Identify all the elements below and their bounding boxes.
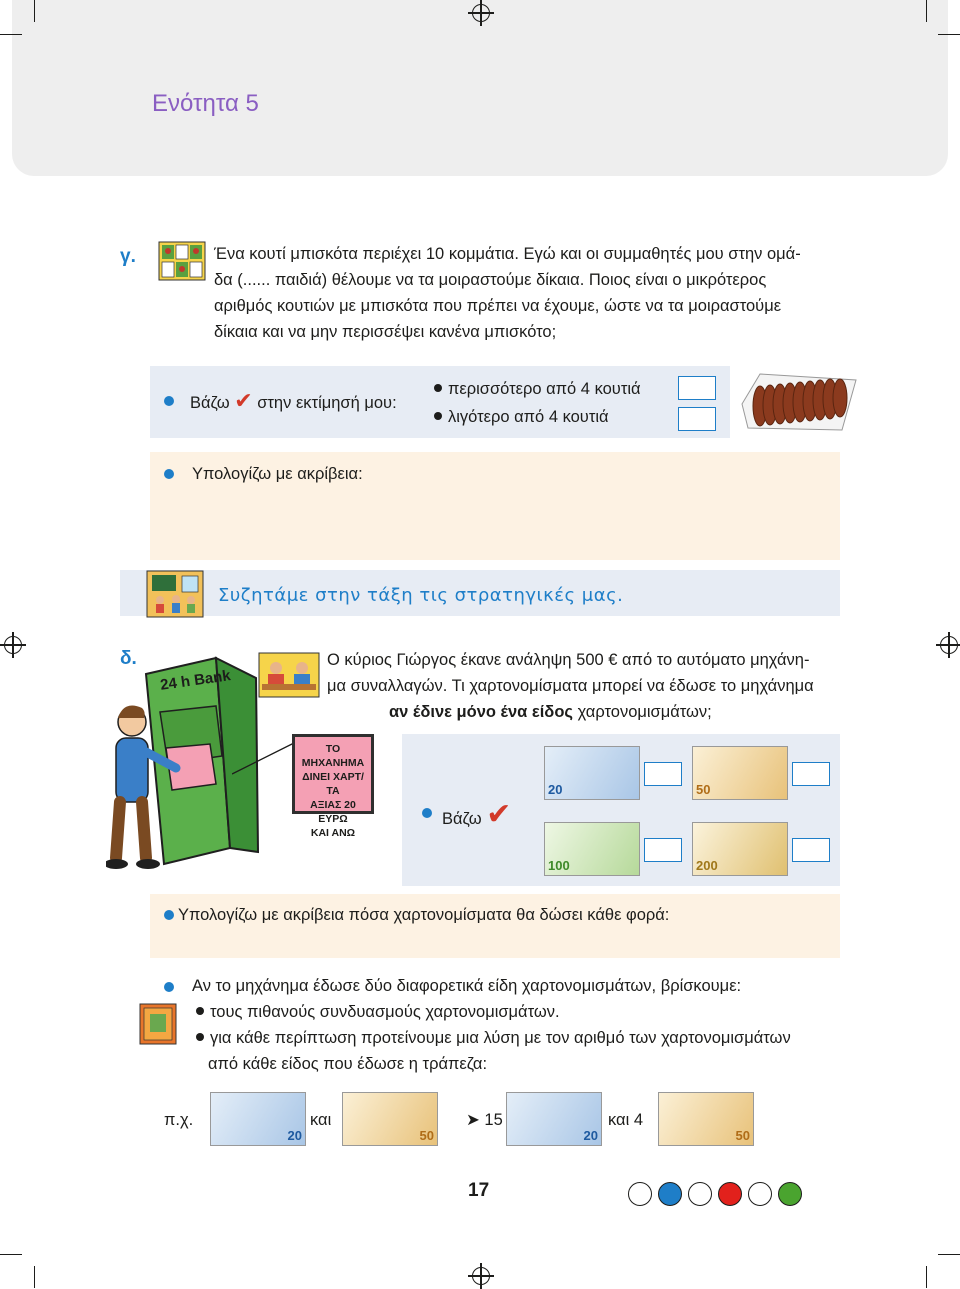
problem-emphasis: αν έδινε μόνο ένα είδος xyxy=(389,703,573,721)
atm-note xyxy=(292,734,374,839)
level-circle xyxy=(748,1182,772,1206)
level-circle xyxy=(718,1182,742,1206)
check-mark-icon: ✔ xyxy=(486,798,512,831)
bill-value: 100 xyxy=(548,858,570,873)
checkbox-bill-50[interactable] xyxy=(792,762,830,786)
two-kinds-line: Αν το μηχάνημα έδωσε δύο διαφορετικά είδη χαρτονομισμάτων, βρίσκουμε: xyxy=(192,977,742,995)
page-number: 17 xyxy=(468,1180,490,1201)
bullet-line-2 xyxy=(196,1025,791,1051)
atm-note-line: ΚΑΙ ΑΝΩ xyxy=(310,827,356,839)
bullet-line-1 xyxy=(196,999,560,1025)
bullet-dot xyxy=(164,982,174,992)
section-letter-d: δ. xyxy=(120,648,137,669)
calculate-label: Υπολογίζω με ακρίβεια: xyxy=(192,465,363,483)
level-circle xyxy=(778,1182,802,1206)
atm-note-line: ΤΟ ΜΗΧΑΝΗΜΑ xyxy=(301,743,365,769)
example-bill-50-image xyxy=(342,1092,438,1146)
discuss-label: Συζητάμε στην τάξη τις στρατηγικές μας. xyxy=(218,585,624,606)
section-letter-c: γ. xyxy=(120,246,136,267)
bill-value: 20 xyxy=(287,1128,302,1143)
check-mark-icon: ✔ xyxy=(234,388,253,413)
crop-mark xyxy=(926,0,927,22)
problem-line: δίκαια και να μην περισσέψει κανένα μπισκότο; xyxy=(214,323,557,341)
bill-value: 200 xyxy=(696,858,718,873)
arrow-icon: ➤ xyxy=(466,1111,480,1129)
book-icon xyxy=(136,1000,182,1048)
bill-200-image xyxy=(692,822,788,876)
crop-mark xyxy=(0,1254,22,1255)
class-discussion-icon xyxy=(146,570,204,618)
registration-mark-left xyxy=(4,636,22,654)
estimate-prefix: Βάζω xyxy=(190,394,230,412)
example-bill-20b-image xyxy=(506,1092,602,1146)
level-circle xyxy=(628,1182,652,1206)
bullet-icon xyxy=(196,1007,204,1015)
level-circle xyxy=(688,1182,712,1206)
crop-mark xyxy=(0,34,22,35)
checkbox-bill-200[interactable] xyxy=(792,838,830,862)
example-and2: και xyxy=(608,1111,630,1129)
option-more xyxy=(434,376,641,402)
crop-mark xyxy=(938,34,960,35)
problem-line: αριθμός κουτιών με μπισκότα που πρέπει να έχουμε, ώστε να τα μοιραστούμε xyxy=(214,297,782,315)
option-more-text: περισσότερο από 4 κουτιά xyxy=(448,380,641,398)
checkbox-bill-100[interactable] xyxy=(644,838,682,862)
bullet-text: τους πιθανούς συνδυασμούς χαρτονομισμάτων. xyxy=(210,1003,560,1021)
bill-value: 50 xyxy=(696,782,711,797)
checkbox-less[interactable] xyxy=(678,407,716,431)
bill-value: 20 xyxy=(548,782,563,797)
difficulty-circles xyxy=(628,1182,802,1206)
bullet-dot xyxy=(164,910,174,920)
section-c-problem xyxy=(214,241,854,345)
registration-mark-top xyxy=(472,4,490,22)
example-bill-20-image xyxy=(210,1092,306,1146)
bullet-icon xyxy=(196,1033,204,1041)
bullet-dot xyxy=(164,396,174,406)
checkbox-bill-20[interactable] xyxy=(644,762,682,786)
crop-mark xyxy=(34,1266,35,1288)
bill-20-image xyxy=(544,746,640,800)
atm-note-line: ΑΞΙΑΣ 20 ΕΥΡΩ xyxy=(310,799,356,825)
checkbox-more[interactable] xyxy=(678,376,716,400)
example-result-1 xyxy=(466,1107,503,1133)
example-bill-50b-image xyxy=(658,1092,754,1146)
problem-rest: χαρτονομισμάτων; xyxy=(572,703,712,721)
estimate-suffix: στην εκτίμησή μου: xyxy=(257,394,397,412)
problem-line: δα (...... παιδιά) θέλουμε να τα μοιραστούμε δίκαια. Ποιος είναι ο μικρότερος xyxy=(214,271,767,289)
bullet-dot xyxy=(164,469,174,479)
header-band xyxy=(12,0,948,176)
example-count: 15 xyxy=(484,1111,503,1129)
place-prefix: Βάζω xyxy=(442,810,482,828)
bullet-icon xyxy=(434,412,442,420)
bill-50-image xyxy=(692,746,788,800)
example-count: 4 xyxy=(633,1111,644,1129)
problem-line: Ένα κουτί μπισκότα περιέχει 10 κομμάτια. Εγώ και οι συμμαθητές μου στην ομά- xyxy=(214,245,801,263)
bill-100-image xyxy=(544,822,640,876)
example-prefix: π.χ. xyxy=(164,1111,194,1129)
crop-mark xyxy=(938,1254,960,1255)
students-icon xyxy=(258,652,320,698)
bullet-icon xyxy=(434,384,442,392)
place-label xyxy=(442,798,512,832)
problem-line: Ο κύριος Γιώργος έκανε ανάληψη 500 € από το αυτόματο μηχάνη- xyxy=(327,651,810,669)
bullet-dot xyxy=(422,808,432,818)
example-result-2 xyxy=(608,1107,643,1133)
atm-sign: 24 h Bank xyxy=(159,667,232,694)
group-work-icon xyxy=(158,240,206,282)
example-and: και xyxy=(310,1111,332,1129)
option-less-text: λιγότερο από 4 κουτιά xyxy=(448,408,609,426)
bill-value: 20 xyxy=(583,1128,598,1143)
bullet-text: για κάθε περίπτωση προτείνουμε μια λύση με τον αριθμό των χαρτονομισμάτων xyxy=(210,1029,791,1047)
crop-mark xyxy=(34,0,35,22)
option-less xyxy=(434,404,609,430)
bill-value: 50 xyxy=(735,1128,750,1143)
problem-line: μα συναλλαγών. Τι χαρτονομίσματα μπορεί να έδωσε το μηχάνημα xyxy=(327,677,814,695)
level-circle xyxy=(658,1182,682,1206)
bill-value: 50 xyxy=(419,1128,434,1143)
section-d-problem xyxy=(327,647,847,725)
problem-line xyxy=(327,699,847,725)
crop-mark xyxy=(926,1266,927,1288)
calculate-label-d: Υπολογίζω με ακρίβεια πόσα χαρτονομίσματα θα δώσει κάθε φορά: xyxy=(178,906,670,924)
registration-mark-bottom xyxy=(472,1267,490,1285)
estimate-label xyxy=(190,388,397,416)
biscuit-box-image xyxy=(736,364,860,436)
unit-title: Ενότητα 5 xyxy=(152,90,259,117)
bullet-line-2-cont: από κάθε είδος που έδωσε η τράπεζα: xyxy=(208,1055,488,1073)
atm-note-line: ΔΙΝΕΙ ΧΑΡΤ/ΤΑ xyxy=(302,771,364,797)
registration-mark-right xyxy=(940,636,958,654)
